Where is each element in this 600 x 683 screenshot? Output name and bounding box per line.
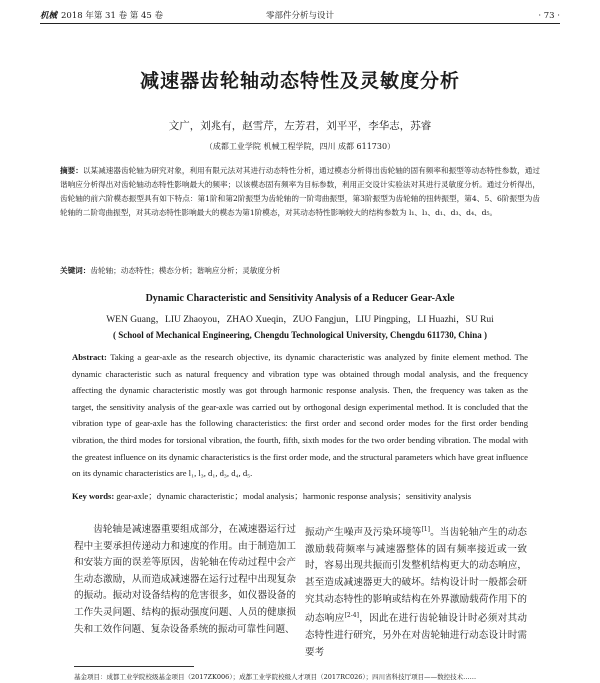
body-column-right (305, 522, 527, 661)
keywords-en-text: gear-axle；dynamic characteristic；modal analysis；harmonic response analysis；sensitivity analysis (114, 491, 472, 501)
keywords-cn-label: 关键词： (60, 266, 91, 275)
journal-brand: 机械 (40, 11, 58, 21)
paper-title-en: Dynamic Characteristic and Sensitivity Analysis of a Reducer Gear-Axle (145, 293, 455, 304)
authors-cn: 文广，刘兆有，赵雪芹，左芳君，刘平平，李华志，苏睿 (168, 120, 432, 132)
page-number: · 73 · (538, 11, 560, 21)
section-title: 零部件分析与设计 (265, 11, 334, 21)
abstract-en-text: Taking a gear-axle as the research objective, its dynamic characteristic was analyzed by finite element method. The dynamic characteristic such as natural frequency and vibration type was obtained through modal analysis, and the frequency affecting the dynamic characteristic mostly was got through harmonic response analysis. Then, the frequency was taken as the target, the sensitivity analysis of the gear-axle was carried out by orthogonal design experimental method. It is concluded that the vibration type of gear-axle has the following characteristics: the first order and second order modes for the first order bending vibration, the third modes for torsional vibration, the fourth, fifth, sixth modes for the two order bending vibration. The modal with the greatest influence on its dynamic characteristics is the first order mode, and the structural parameters which have great influence on its dynamic characteristics are l₁, l₃, d₁, d₃, d₄, d₅. (72, 352, 528, 479)
authors-en: WEN Guang，LIU Zhaoyou，ZHAO Xueqin，ZUO Fangjun，LIU Pingping，LI Huazhi，SU Rui (106, 315, 494, 325)
header-rule (40, 23, 560, 24)
citation-ref-2: [2-4] (344, 612, 359, 620)
body-right-text-1: 振动产生噪声及污染环境等 (305, 527, 422, 539)
keywords-cn-text: 齿轮轴；动态特性；模态分析；谐响应分析；灵敏度分析 (90, 266, 281, 275)
journal-volume: 2018 年第 31 卷 第 45 卷 (61, 11, 163, 21)
body-column-left: 齿轮轴是减速器重要组成部分，在减速器运行过程中主要承担传递动力和速度的作用。由于制造加工和安装方面的误差等原因，齿轮轴在传动过程中会产生动态激励，从而造成减速器在运行过程中出现复杂的振动。振动对设备结构的危害很多，如仪器设备的工作失灵问题、结构的振动强度问题、人员的健康损失和工效作问题、复杂设备系统的振动可靠性问题、 (74, 524, 296, 635)
footnote-rule (74, 666, 194, 667)
citation-ref-1: [1] (421, 526, 430, 533)
running-header (40, 9, 560, 23)
keywords-cn (60, 264, 540, 278)
keywords-en (72, 489, 528, 503)
body-right-text-2: 。当齿轮轴产生的动态激励载荷频率与减速器整体的固有频率接近或一致时，容易出现共振而引发整机结构更大的动态响应，甚至造成减速器更大的破坏。结构设计时一般都会研究其动态特性的影响或结构在外界激励载荷作用下的动态响应 (305, 527, 528, 625)
abstract-en-label: Abstract: (72, 352, 107, 362)
affiliation-cn: （成都工业学院 机械工程学院，四川 成都 611730） (204, 142, 396, 151)
paper-title-cn: 减速器齿轮轴动态特性及灵敏度分析 (139, 70, 460, 92)
keywords-en-label: Key words: (72, 491, 115, 501)
abstract-en (72, 349, 528, 482)
body-right-text-3: ，因此在进行齿轮轴设计时必须对其动态特性进行研究，另外在对齿轮轴进行动态设计时需要考 (305, 613, 528, 658)
affiliation-en: ( School of Mechanical Engineering, Chengdu Technological University, Chengdu 611730, China ) (112, 330, 488, 340)
abstract-cn (60, 164, 540, 220)
abstract-cn-label: 摘要： (60, 166, 83, 175)
abstract-cn-text: 以某减速器齿轮轴为研究对象，利用有限元法对其进行动态特性分析，通过模态分析得出齿轮轴的固有频率和振型等动态特性参数，通过谐响应分析得出对齿轮轴动态特性影响最大的频率；以该模态固有频率为目标参数，利用正交设计实验法对其进行灵敏度分析。通过分析得出，齿轮轴的前六阶模态振型具有如下特点：第1阶和第2阶振型为齿轮轴的一阶弯曲振型，第3阶振型为齿轮轴的扭转振型，第4、5、6阶振型为齿轮轴的二阶弯曲振型，对其动态特性影响最大的模态为第1阶模态，对其动态特性影响较大的结构参数为 l₁、l₃、d₁、d₃、d₄、d₅。 (60, 166, 540, 217)
footnote-funding: 基金项目：成都工业学院校级基金项目（2017ZK006）；成都工业学院校级人才项目（2017RC026）；四川省科技厅项目——数控技术…… (74, 673, 477, 681)
